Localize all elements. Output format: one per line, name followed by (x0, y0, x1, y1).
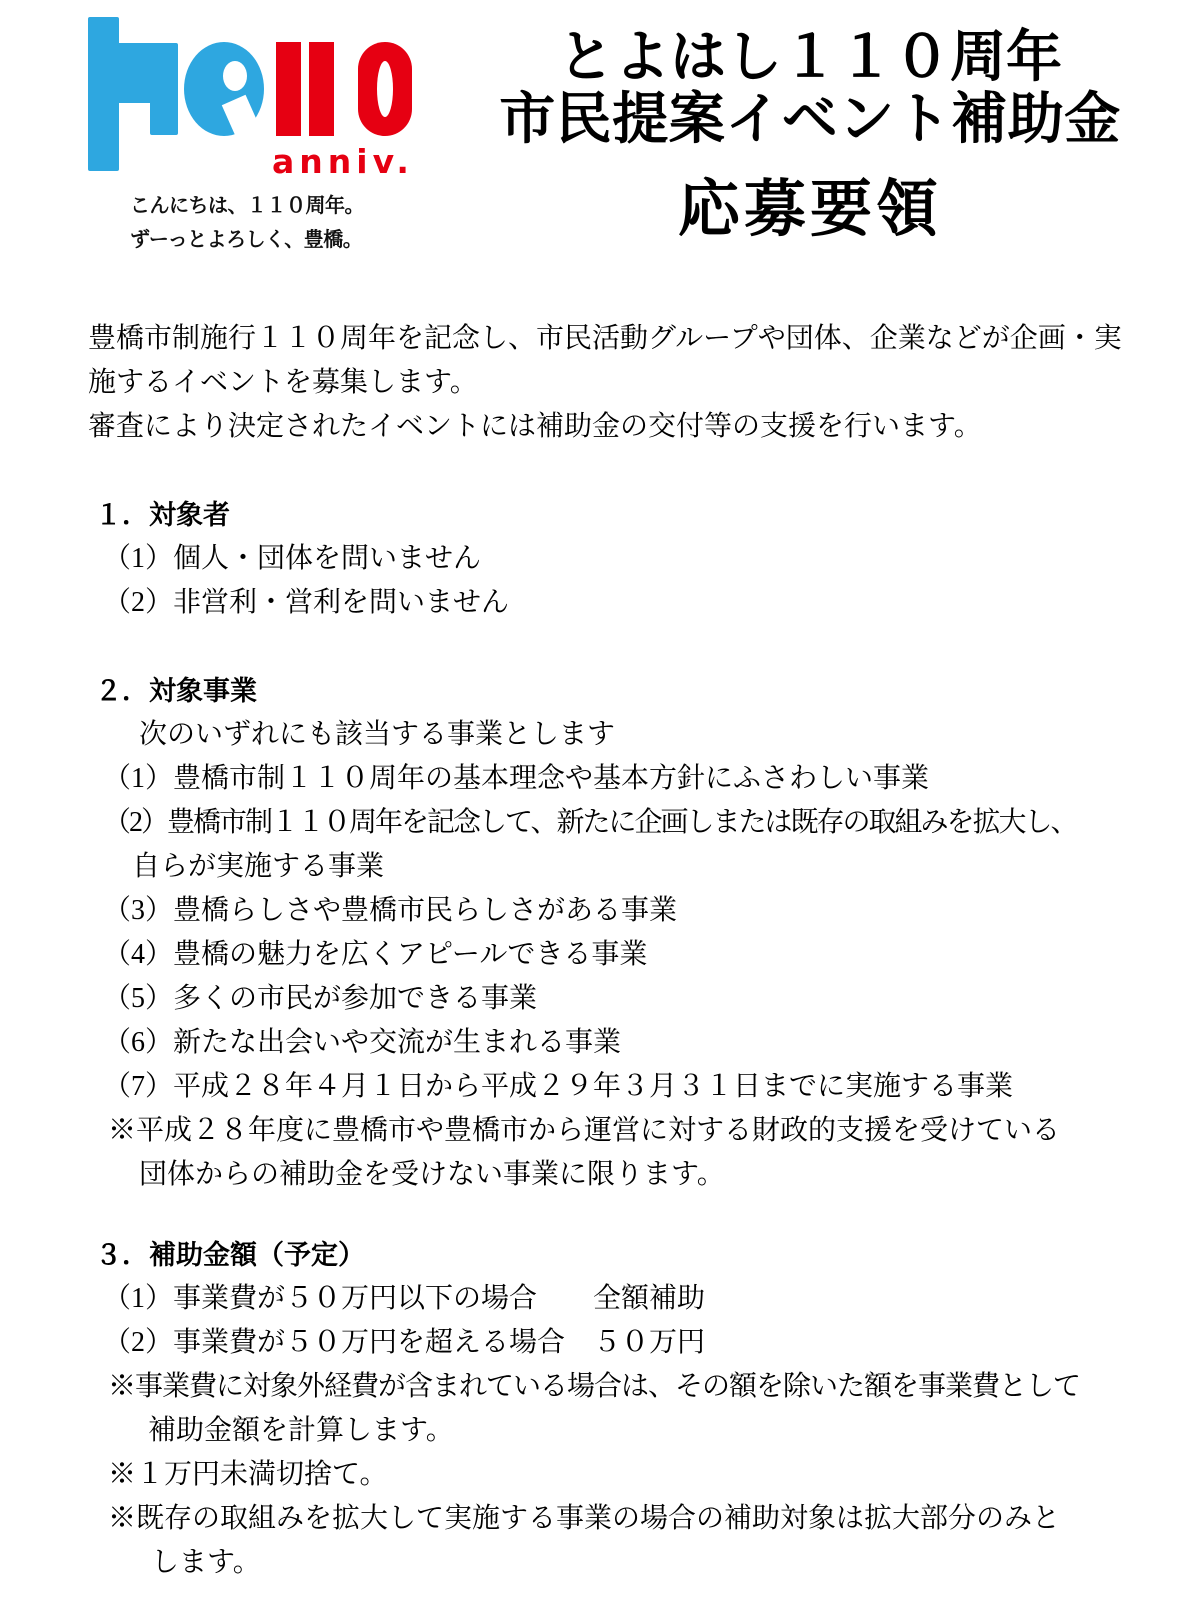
document-title (465, 26, 1155, 245)
intro-line: 豊橋市制施行１１０周年を記念し、市民活動グループや団体、企業などが企画・実 (88, 323, 1122, 354)
document-body (88, 317, 1123, 1585)
body-line: ※１万円未満切捨て。 (108, 1459, 388, 1490)
logo-e-counter (223, 61, 247, 91)
body-line: （1）事業費が５０万円以下の場合 全額補助 (103, 1283, 706, 1314)
tagline-line-1: こんにちは、１１０周年。 (130, 195, 364, 217)
logo-anniv-text: anniv. (272, 142, 414, 177)
logo-digit-0-counter (377, 61, 393, 117)
body-line: 団体からの補助金を受けない事業に限ります。 (139, 1159, 725, 1190)
logo-h-left-stem (88, 17, 119, 171)
body-line: 自らが実施する事業 (132, 851, 385, 882)
body-line: （5）多くの市民が参加できる事業 (103, 983, 538, 1014)
hello-110-logo-graphic (86, 12, 416, 177)
intro-paragraph (88, 317, 1123, 449)
logo-digit-1a (276, 42, 301, 136)
section-heading: １．対象者 (95, 500, 230, 530)
body-line: （7）平成２８年４月１日から平成２９年３月３１日までに実施する事業 (103, 1071, 1014, 1102)
body-line: （6）新たな出会いや交流が生まれる事業 (103, 1027, 622, 1058)
tagline-line-2: ずーっとよろしく、豊橋。 (130, 229, 363, 251)
hello-110-anniv-logo (86, 12, 416, 177)
section-heading: ３．補助金額（予定） (95, 1240, 365, 1270)
section (88, 1233, 1123, 1585)
section-lines (88, 1277, 1123, 1585)
body-line: ※平成２８年度に豊橋市や豊橋市から運営に対する財政的支援を受けている (108, 1115, 1061, 1146)
section (88, 669, 1123, 1197)
section-lines (88, 537, 1123, 625)
logo-h-right-stem (150, 43, 178, 135)
body-line: （2）非営利・営利を問いません (103, 587, 510, 618)
title-line-1: とよはし１１０周年 (558, 25, 1062, 88)
body-line: ※事業費に対象外経費が含まれている場合は、その額を除いた額を事業費として (108, 1371, 1081, 1402)
body-line: （2）豊橋市制１１０周年を記念して、新たに企画しまたは既存の取組みを拡大し、 (103, 807, 1077, 838)
intro-line: 審査により決定されたイベントには補助金の交付等の支援を行います。 (88, 411, 982, 442)
body-line: 次のいずれにも該当する事業とします (139, 719, 616, 750)
body-line: 補助金額を計算します。 (148, 1415, 454, 1446)
body-line: （3）豊橋らしさや豊橋市民らしさがある事業 (103, 895, 678, 926)
title-line-3: 応募要領 (677, 175, 942, 244)
sections (88, 493, 1123, 1585)
section-lines (88, 713, 1123, 1197)
title-line-2: 市民提案イベント補助金 (499, 87, 1121, 150)
section (88, 493, 1123, 625)
body-line: （2）事業費が５０万円を超える場合 ５０万円 (103, 1327, 706, 1358)
body-line: します。 (151, 1547, 261, 1578)
section-heading: ２．対象事業 (95, 676, 257, 706)
intro-line: 施するイベントを募集します。 (88, 367, 478, 398)
logo-digit-1b (309, 42, 334, 136)
body-line: ※既存の取組みを拡大して実施する事業の場合の補助対象は拡大部分のみと (108, 1503, 1061, 1534)
body-line: （4）豊橋の魅力を広くアピールできる事業 (103, 939, 648, 970)
body-line: （1）豊橋市制１１０周年の基本理念や基本方針にふさわしい事業 (103, 763, 930, 794)
logo-tagline (130, 189, 364, 257)
body-line: （1）個人・団体を問いません (103, 543, 482, 574)
